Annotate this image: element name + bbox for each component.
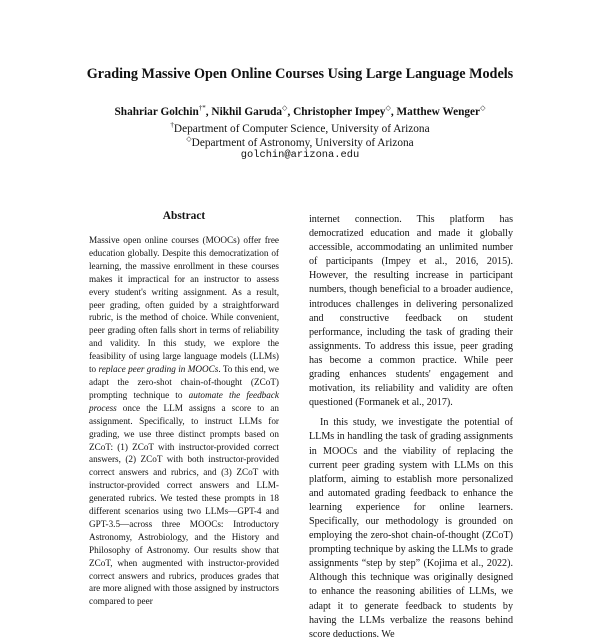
paper-title: Grading Massive Open Online Courses Using Large Language Models <box>86 66 514 82</box>
author-mark: ◇ <box>385 104 391 112</box>
affiliation-text: Department of Astronomy, University of Arizona <box>191 136 414 149</box>
author-mark: ◇ <box>480 104 486 112</box>
abstract-text <box>89 234 279 608</box>
author-name: Nikhil Garuda <box>211 105 283 118</box>
author-name: Christopher Impey <box>293 105 386 118</box>
author-mark: ◇ <box>282 104 288 112</box>
abstract-part: . To this end, we adapt the zero-shot chain-of-thought (ZCoT) prompting technique to <box>89 364 280 400</box>
affiliation-astronomy <box>0 135 600 149</box>
abstract-heading: Abstract <box>162 210 206 222</box>
intro-paragraph: In this study, we investigate the potential of LLMs in handling the task of grading assignments in MOOCs and the viability of replacing the current peer grading system with LLMs on this platform, aiming to establish more personalized and automated grading feedback to enhance the learning experience for online learners. Specifically, our methodology is grounded on employing the zero-shot chain-of-thought (ZCoT) prompting technique by asking the LLMs to grade assignments “step by step” (Kojima et al., 2022). Although this technique was originally designed to enhance the reasoning abilities of LLMs, we adapt it to generate feedback to students by having the LLMs verbalize the reasons behind score deductions. We <box>309 417 513 640</box>
intro-column <box>309 213 513 642</box>
affiliation-cs <box>0 121 600 135</box>
abstract-emphasis: automate the feedback process <box>89 389 280 413</box>
affiliation-mark: ◇ <box>186 135 192 143</box>
abstract-part: once the LLM assigns a score to an assignment. Specifically, to instruct LLMs for grading, we use three distinct prompts based on ZCoT: (1) ZCoT with instructor-provided correct answers, (2) ZCoT with both instructor-provided correct answers and rubrics, and (3) ZCoT with instructor-provided correct answers and LLM-generated rubrics. We tested these prompts in 18 different scenarios using two LLMs—GPT-4 and GPT-3.5—across three MOOCs: Introductory Astronomy, Astrobiology, and the History and Philosophy of Astronomy. Our results show that ZCoT, when augmented with instructor-provided correct answers and rubrics, produces grades that are more aligned with those assigned by instructors compared to peer <box>89 402 279 607</box>
author-name: Shahriar Golchin <box>114 105 199 118</box>
author-email: golchin@arizona.edu <box>240 149 360 161</box>
affiliation-mark: † <box>170 121 174 129</box>
abstract-part: Massive open online courses (MOOCs) offer free education globally. Despite this democratization of learning, the massive enrollment in these courses makes it impractical for an instructor to assess every student's writing assignment. As a result, peer grading, often guided by a straightforward rubric, is the method of choice. While convenient, peer grading often falls short in terms of reliability and validity. In this study, we explore the feasibility of using large language models (LLMs) to <box>89 235 279 375</box>
affiliation-text: Department of Computer Science, University of Arizona <box>173 122 430 135</box>
abstract-emphasis: replace peer grading in MOOCs <box>98 364 219 375</box>
author-list: Shahriar Golchin†*, Nikhil Garuda◇, Christopher Impey◇, Matthew Wenger◇ <box>114 104 486 118</box>
author-name: Matthew Wenger <box>396 105 481 118</box>
author-mark: †* <box>198 104 206 112</box>
intro-paragraph: internet connection. This platform has democratized education and made it globally accessible, accommodating an unlimited number of participants (Impey et al., 2016, 2015). However, the resulting increase in participant numbers, though beneficial to a broader audience, introduces challenges in delivering personalized and constructive feedback on student performance, including the task of grading their assignments. To address this issue, peer grading has become a common practice. While peer grading enhances students' engagement and motivation, its reliability and validity are often questioned (Formanek et al., 2017). <box>309 214 513 409</box>
